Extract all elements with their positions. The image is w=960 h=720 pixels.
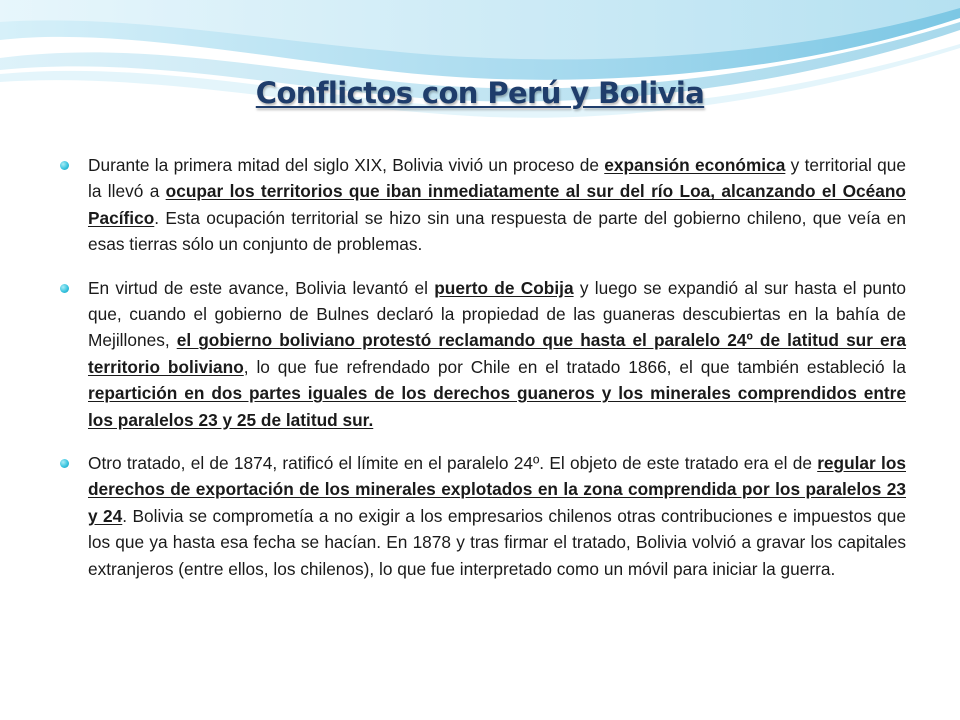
bullet-emphasis: expansión económica: [604, 155, 786, 175]
bullet-emphasis: ocupar los territorios que iban inmediatamente al sur del río Loa, alcanzando el Océano Pacífico: [88, 181, 906, 228]
bullet-icon: [60, 161, 69, 170]
slide-title: Conflictos con Perú y Bolivia: [255, 76, 705, 110]
bullet-emphasis: el gobierno boliviano protestó reclamando que hasta el paralelo 24º de latitud sur era territorio boliviano: [88, 330, 906, 377]
bullet-text: . Bolivia se comprometía a no exigir a los empresarios chilenos otras contribuciones e impuestos que los que ya hasta esa fecha se hacían. En 1878 y tras firmar el tratado, Bolivia volvió a gravar los capitales extranjeros (entre ellos, los chilenos), lo que fue interpretado como un móvil para iniciar la guerra.: [88, 505, 906, 579]
bullet-item: [60, 450, 906, 582]
bullet-text: y territorial que la llevó a: [88, 155, 906, 202]
bullet-text: Otro tratado, el de 1874, ratificó el límite en el paralelo 24º. El objeto de este tratado era el de: [88, 453, 818, 474]
bullet-text: En virtud de este avance, Bolivia levantó el: [88, 277, 435, 298]
bullet-icon: [60, 459, 69, 468]
bullet-text: . Esta ocupación territorial se hizo sin una respuesta de parte del gobierno chileno, que veía en esas tierras sólo un conjunto de problemas.: [88, 207, 906, 255]
bullet-text: Durante la primera mitad del siglo XIX, Bolivia vivió un proceso de: [88, 155, 605, 175]
bullet-text: , lo que fue refrendado por Chile en el tratado 1866, el que también estableció la: [243, 356, 906, 377]
bullet-emphasis: puerto de Cobija: [434, 277, 574, 298]
bullet-item: [60, 275, 906, 433]
bullet-icon: [60, 284, 69, 293]
bullet-emphasis: regular los derechos de exportación de los minerales explotados en la zona comprendida por los paralelos 23 y 24: [88, 453, 906, 526]
bullet-text: y luego se expandió al sur hasta el punto que, cuando el gobierno de Bulnes declaró la propiedad de las guaneras descubiertas en la bahía de Mejillones,: [88, 277, 906, 351]
bullet-emphasis: repartición en dos partes iguales de los derechos guaneros y los minerales comprendidos entre los paralelos 23 y 25 de latitud sur.: [88, 383, 906, 430]
header-wave-decoration: [0, 0, 960, 140]
bullet-list: [60, 152, 906, 599]
bullet-item: [60, 152, 906, 258]
